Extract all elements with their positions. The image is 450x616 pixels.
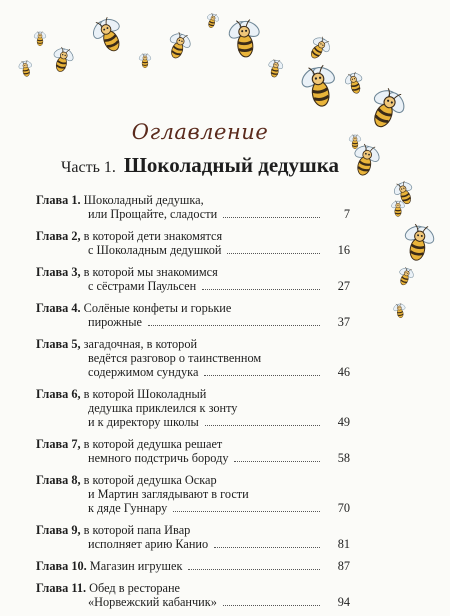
chapter-title-line: [88, 451, 228, 465]
chapter-title-text: «Норвежский кабанчик»: [88, 595, 217, 609]
bee-icon: [390, 200, 406, 217]
bee-icon: [399, 221, 439, 263]
chapter-title-text: с сёстрами Паульсен: [88, 279, 197, 293]
toc-line: [36, 265, 350, 279]
chapter-title-text: загадочная, в которой: [83, 337, 198, 351]
chapter-title-text: ведётся разговор о таинственном: [88, 351, 262, 365]
bee-icon: [392, 302, 408, 319]
toc-line: [88, 279, 350, 293]
bee-icon: [48, 44, 77, 74]
chapter-title-text: и Мартин заглядывают в гости: [88, 487, 249, 501]
dot-leader: [223, 604, 320, 606]
chapter-title-line: [88, 243, 221, 257]
chapter-title-line: [88, 415, 199, 429]
chapter-title-line: [88, 537, 208, 551]
chapter-title-text: Магазин игрушек: [89, 559, 183, 573]
toc-line: [36, 559, 350, 573]
chapter-title-text: Шоколадный дедушка,: [83, 193, 204, 207]
part-label: Часть 1.: [60, 159, 116, 176]
chapter-number: Глава 9,: [36, 523, 81, 537]
chapter-title-text: с Шоколадным дедушкой: [88, 243, 222, 257]
dot-leader: [214, 546, 320, 548]
toc-line: [88, 537, 350, 551]
chapter-title-text: Солёные конфеты и горькие: [83, 301, 232, 315]
toc-line: [36, 301, 350, 315]
bee-icon: [342, 69, 367, 95]
toc-line: [88, 207, 350, 221]
chapter-title-text: в которой папа Ивар: [83, 523, 191, 537]
toc-line: [88, 415, 350, 429]
chapter-number: Глава 2,: [36, 229, 81, 243]
page-number: 16: [337, 243, 350, 257]
part-title: [0, 153, 400, 178]
chapter-title-text: в которой дедушка Оскар: [83, 473, 217, 487]
page-number: 46: [337, 365, 350, 379]
chapter-title-line: [88, 279, 196, 293]
chapter-title-text: в которой дети знакомятся: [83, 229, 223, 243]
dot-leader: [202, 288, 320, 290]
dot-leader: [227, 252, 320, 254]
dot-leader: [205, 424, 320, 426]
toc-line: [88, 487, 350, 501]
dot-leader: [223, 216, 320, 218]
toc-line: [36, 229, 350, 243]
bee-icon: [296, 61, 342, 109]
chapter-number: Глава 6,: [36, 387, 81, 401]
chapter-title-text: дедушка приклеился к зонту: [88, 401, 238, 415]
page-number: 94: [337, 595, 350, 609]
toc-line: [36, 473, 350, 487]
chapter-number: Глава 1.: [36, 193, 81, 207]
bee-icon: [265, 57, 285, 78]
toc-line: [88, 243, 350, 257]
toc-line: [36, 581, 350, 595]
chapter-title-text: исполняет арию Канио: [88, 537, 209, 551]
page-number: 87: [337, 559, 350, 573]
bee-icon: [390, 178, 418, 208]
bee-icon: [225, 17, 264, 59]
bee-icon: [17, 58, 35, 77]
toc-line: [88, 501, 350, 515]
chapter-title-text: Обед в ресторане: [89, 581, 180, 595]
page-number: 58: [337, 451, 350, 465]
page-number: 70: [337, 501, 350, 515]
toc-line: [88, 595, 350, 609]
chapter-title-line: [88, 365, 198, 379]
chapter-number: Глава 11.: [36, 581, 87, 595]
chapter-number: Глава 5,: [36, 337, 81, 351]
bee-icon: [163, 28, 196, 62]
toc-line: [36, 437, 350, 451]
chapter-title-text: пирожные: [88, 315, 142, 329]
toc-line: [88, 451, 350, 465]
toc-line: [36, 337, 350, 351]
chapter-title-line: [88, 595, 217, 609]
toc-line: [36, 193, 350, 207]
bee-icon: [86, 11, 130, 57]
page-number: 37: [337, 315, 350, 329]
bee-icon: [204, 11, 221, 29]
chapter-title-text: к дяде Гуннару: [88, 501, 168, 515]
dot-leader: [204, 374, 320, 376]
toc-line: [88, 351, 350, 365]
chapter-title-text: в которой мы знакомимся: [83, 265, 218, 279]
chapter-title-text: содержимом сундука: [88, 365, 199, 379]
toc-line: [36, 523, 350, 537]
chapter-number: Глава 10.: [36, 559, 87, 573]
chapter-title-text: и к директору школы: [88, 415, 199, 429]
page-number: 81: [337, 537, 350, 551]
chapter-title-line: [88, 207, 217, 221]
toc-line: [88, 401, 350, 415]
chapter-title-line: [88, 501, 167, 515]
chapter-title-text: в которой Шоколадный: [83, 387, 207, 401]
chapter-title-text: в которой дедушка решает: [83, 437, 223, 451]
page-number: 27: [337, 279, 350, 293]
chapter-title-line: [88, 315, 142, 329]
chapter-number: Глава 3,: [36, 265, 81, 279]
bee-icon: [304, 32, 335, 64]
chapter-title-text: немного подстричь бороду: [88, 451, 229, 465]
toc-line: [88, 365, 350, 379]
dot-leader: [173, 510, 320, 512]
dot-leader: [188, 568, 320, 570]
bee-icon: [138, 53, 152, 68]
toc-line: [88, 315, 350, 329]
page-number: 7: [343, 207, 350, 221]
toc-line: [36, 387, 350, 401]
dot-leader: [148, 324, 320, 326]
chapter-title-text: или Прощайте, сладости: [88, 207, 218, 221]
page-number: 49: [337, 415, 350, 429]
bee-icon: [395, 264, 417, 287]
chapter-number: Глава 8,: [36, 473, 81, 487]
bee-icon: [33, 31, 47, 46]
chapter-number: Глава 7,: [36, 437, 81, 451]
contents-heading: Оглавление: [131, 120, 269, 144]
dot-leader: [234, 460, 320, 462]
part-name: Шоколадный дедушка: [123, 153, 340, 177]
chapter-number: Глава 4.: [36, 301, 81, 315]
chapter-title-line: [36, 559, 182, 573]
